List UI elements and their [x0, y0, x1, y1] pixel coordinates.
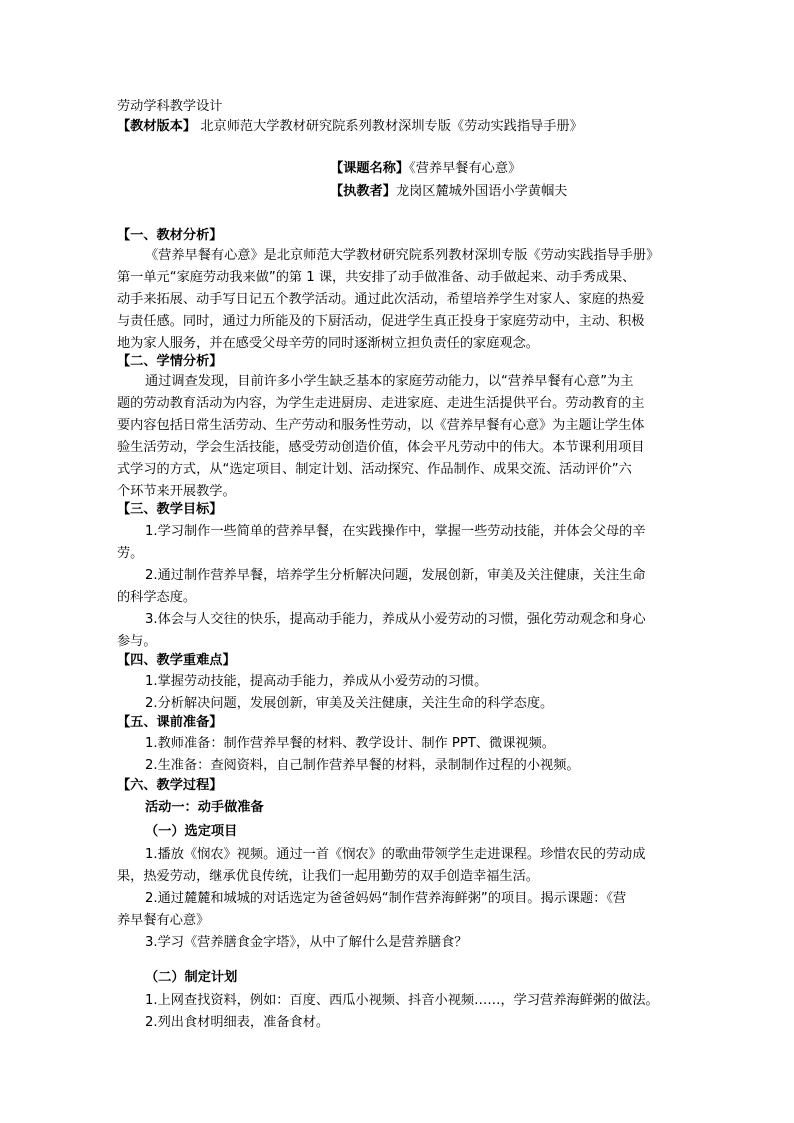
section1-line: 第一单元“家庭劳动我来做”的第 1 课，共安排了动手做准备、动手做起来、动手秀成果、 [117, 270, 636, 285]
sub2-line: 2.列出食材明细表，准备食材。 [145, 1015, 330, 1030]
section2-line: 验生活劳动，学会生活技能，感受劳动创造价值，体会平凡劳动中的伟大。本节课利用项目 [117, 440, 645, 455]
edition-text: 北京师范大学教材研究院系列教材深圳专版《劳动实践指导手册》 [200, 119, 583, 134]
lesson-name-label: 【课题名称】 [330, 161, 410, 176]
section4-heading: 【四、教学重难点】 [117, 653, 236, 668]
section1-heading: 【一、教材分析】 [117, 228, 223, 243]
edition-line [117, 117, 583, 137]
section3-line: 的科学态度。 [117, 590, 197, 605]
teacher-label: 【执教者】 [330, 184, 396, 199]
section1-line: 与责任感。同时，通过力所能及的下厨活动，促进学生真正投身于家庭劳动中，主动、积极 [117, 314, 645, 329]
section2-line: 通过调查发现，目前许多小学生缺乏基本的家庭劳动能力，以“营养早餐有心意”为主 [145, 374, 634, 389]
section6-heading: 【六、教学过程】 [117, 778, 223, 793]
lesson-name: 《营养早餐有心意》 [409, 161, 522, 176]
section3-line: 2.通过制作营养早餐，培养学生分析解决问题，发展创新，审美及关注健康，关注生命 [145, 568, 646, 583]
sub2-line: 1.上网查找资料，例如：百度、西瓜小视频、抖音小视频……，学习营养海鲜粥的做法。 [145, 993, 659, 1008]
section1-line: 《营养早餐有心意》是北京师范大学教材研究院系列教材深圳专版《劳动实践指导手册》 [145, 248, 660, 263]
section5-line: 2.生准备：查阅资料，自己制作营养早餐的材料，录制制作过程的小视频。 [145, 758, 580, 773]
sub1-heading: （一）选定项目 [145, 824, 238, 839]
section5-heading: 【五、课前准备】 [117, 715, 223, 730]
section2-heading: 【二、学情分析】 [117, 354, 223, 369]
section2-line: 个环节来开展教学。 [117, 484, 236, 499]
section2-line: 要内容包括日常生活劳动、生产劳动和服务性劳动，以《营养早餐有心意》为主题让学生体 [117, 418, 645, 433]
section4-line: 1.掌握劳动技能，提高动手能力，养成从小爱劳动的习惯。 [145, 674, 488, 689]
sub1-line: 1.播放《悯农》视频。通过一首《悯农》的歌曲带领学生走进课程。珍惜农民的劳动成 [145, 847, 646, 862]
sub1-line: 2.通过麓麓和城城的对话选定为爸爸妈妈“制作营养海鲜粥”的项目。揭示课题：《营 [145, 891, 627, 906]
section5-line: 1.教师准备：制作营养早餐的材料、教学设计、制作 PPT、微课视频。 [145, 736, 555, 751]
section3-line: 劳。 [117, 546, 144, 561]
section3-line: 1.学习制作一些简单的营养早餐，在实践操作中，掌握一些劳动技能，并体会父母的辛 [145, 524, 646, 539]
activity1-heading: 活动一：动手做准备 [145, 800, 264, 815]
section3-line: 参与。 [117, 634, 157, 649]
teacher-name: 龙岗区麓城外国语小学黄帼夫 [395, 184, 568, 199]
sub1-line: 3.学习《营养膳食金字塔》，从中了解什么是营养膳食？ [145, 935, 468, 950]
edition-label: 【教材版本】 [117, 119, 197, 134]
lesson-name-line [330, 159, 521, 179]
doc-title: 劳动学科教学设计 [117, 99, 223, 114]
section1-line: 地为家人服务，并在感受父母辛劳的同时逐渐树立担负责任的家庭观念。 [117, 336, 539, 351]
section1-line: 动手来拓展、动手写日记五个教学活动。通过此次活动，希望培养学生对家人、家庭的热爱 [117, 292, 645, 307]
section2-line: 题的劳动教育活动为内容，为学生走进厨房、走进家庭、走进生活提供平台。劳动教育的主 [117, 396, 645, 411]
section3-line: 3.体会与人交往的快乐，提高动手能力，养成从小爱劳动的习惯，强化劳动观念和身心 [145, 612, 646, 627]
section2-line: 式学习的方式，从“选定项目、制定计划、活动探究、作品制作、成果交流、活动评价”六 [117, 462, 632, 477]
section3-heading: 【三、教学目标】 [117, 502, 223, 517]
teacher-line [330, 182, 567, 202]
sub1-line: 养早餐有心意》 [117, 913, 210, 928]
sub1-line: 果，热爱劳动，继承优良传统，让我们一起用勤劳的双手创造幸福生活。 [117, 869, 539, 884]
sub2-heading: （二）制定计划 [145, 970, 238, 985]
section4-line: 2.分析解决问题，发展创新，审美及关注健康，关注生命的科学态度。 [145, 696, 554, 711]
